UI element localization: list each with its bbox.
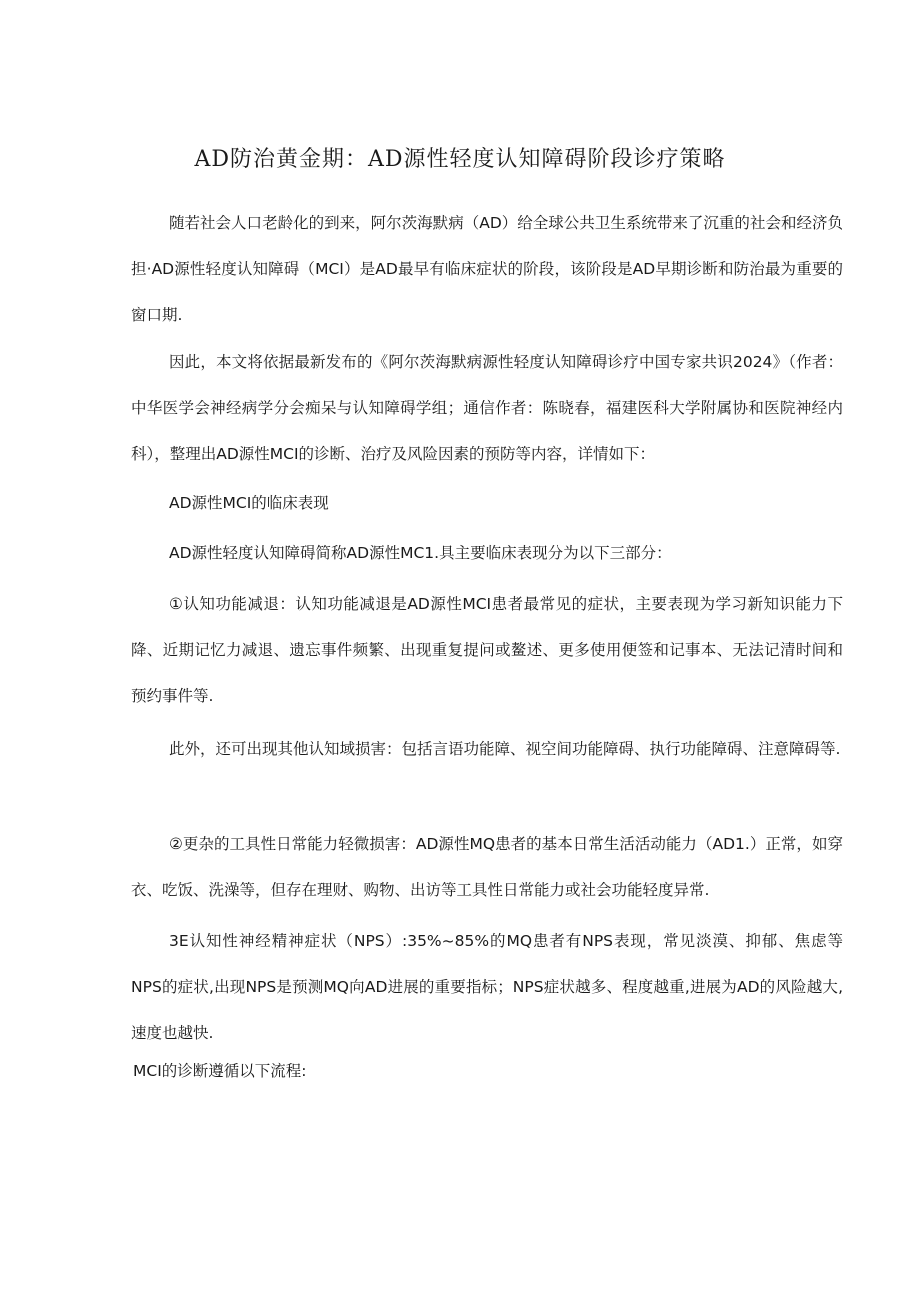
paragraph-diagnosis-intro: MCI的诊断遵循以下流程: <box>133 1062 307 1080</box>
paragraph-other-domains: 此外，还可出现其他认知域损害：包括言语功能障、视空间功能障碍、执行功能障碍、注意障碍等. <box>169 740 841 758</box>
paragraph-point-2: ②更杂的工具性日常能力轻微损害：AD源性MQ患者的基本日常生活活动能力（AD1.）正常，如穿衣、吃饭、洗澡等，但存在理财、购物、出访等工具性日常能力或社会功能轻度异常. <box>131 835 843 899</box>
paragraph-summary: AD源性轻度认知障碍简称AD源性MC1.具主要临床表现分为以下三部分： <box>169 544 672 562</box>
document-title: AD防治黄金期：AD源性轻度认知障碍阶段诊疗策略 <box>194 147 726 172</box>
paragraph-source: 因此，本文将依据最新发布的《阿尔茨海默病源性轻度认知障碍诊疗中国专家共识2024》（作者：中华医学会神经病学分会痴呆与认知障碍学组；通信作者：陈晓春，福建医科大学附属协和医院神经内科），整理出AD源性MCI的诊断、治疗及风险因素的预防等内容，详情如下： <box>131 353 843 463</box>
paragraph-point-1: ①认知功能减退：认知功能减退是AD源性MCI患者最常见的症状，主要表现为学习新知识能力下降、近期记忆力减退、遗忘事件频繁、出现重复提问或鳌述、更多使用便签和记事本、无法记清时间和预约事件等. <box>131 595 843 705</box>
paragraph-point-3: 3E认知性神经精神症状（NPS）:35%~85%的MQ患者有NPS表现，常见淡漠、抑郁、焦虑等NPS的症状,出现NPS是预测MQ向AD进展的重要指标；NPS症状越多、程度越重,进展为AD的风险越大,速度也越快. <box>131 932 843 1042</box>
section-heading-clinical: AD源性MCI的临床表现 <box>169 494 329 512</box>
paragraph-intro: 随若社会人口老龄化的到来，阿尔茨海默病（AD）给全球公共卫生系统带来了沉重的社会和经济负担·AD源性轻度认知障碍（MCI）是AD最早有临床症状的阶段，该阶段是AD早期诊断和防治最为重要的窗口期. <box>131 214 843 324</box>
